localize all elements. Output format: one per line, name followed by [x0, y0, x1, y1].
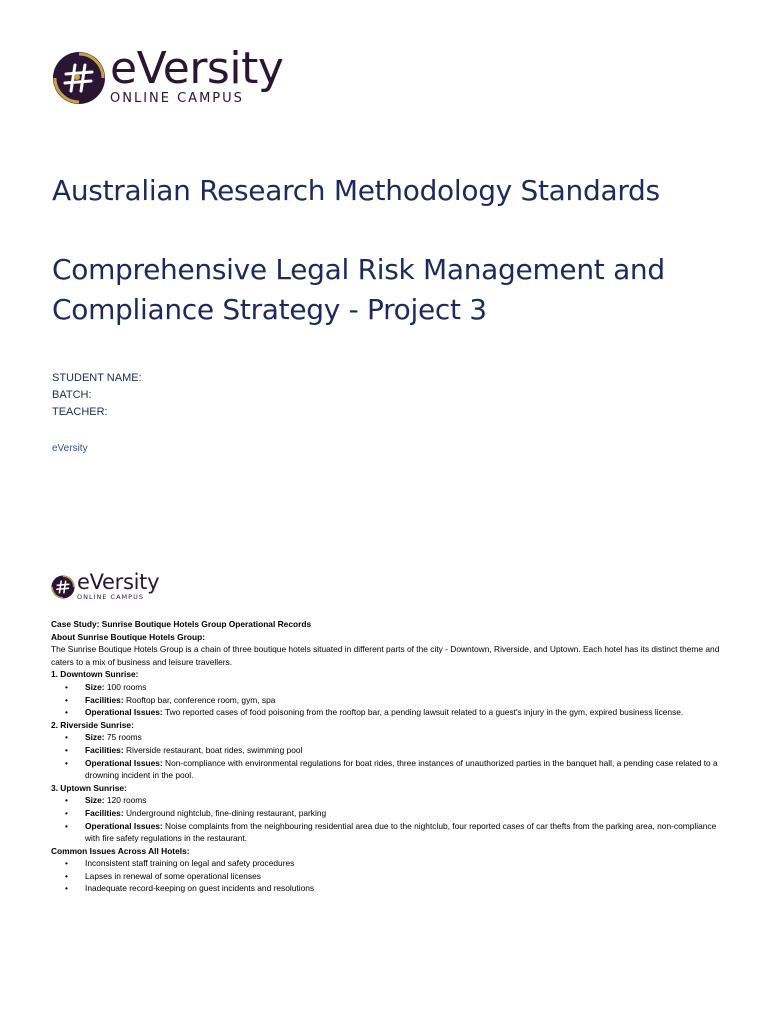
- list-item: • Operational Issues: Two reported cases of food poisoning from the rooftop bar, a pending lawsuit related to a guest's injury in the gym, expired business license.: [65, 707, 684, 718]
- organization-name: eVersity: [52, 443, 88, 454]
- eversity-logo: [52, 43, 284, 106]
- list-item: • Operational Issues: Non-compliance with environmental regulations for boat rides, three instances of unauthorized parties in the banquet hall, a pending case related to a drowning incident in the pool.: [65, 757, 718, 781]
- student-name-label: STUDENT NAME:: [52, 372, 142, 384]
- document-subtitle-line2: Compliance Strategy - Project 3: [52, 293, 487, 326]
- case-study-section: [51, 618, 721, 895]
- common-issues-heading: Common Issues Across All Hotels:: [51, 845, 190, 856]
- hotel-title: 3. Uptown Sunrise:: [51, 782, 127, 793]
- list-item: • Facilities: Rooftop bar, conference room, gym, spa: [65, 694, 276, 705]
- list-item: • Inconsistent staff training on legal and safety procedures: [65, 858, 295, 869]
- hotel-details-list: [51, 731, 721, 781]
- teacher-label: TEACHER:: [52, 406, 108, 418]
- document-subtitle-line1: Comprehensive Legal Risk Management and: [52, 253, 665, 286]
- case-study-heading: Case Study: Sunrise Boutique Hotels Group Operational Records: [51, 619, 312, 629]
- logo-tagline: ONLINE CAMPUS: [110, 91, 244, 106]
- about-heading: About Sunrise Boutique Hotels Group:: [51, 631, 206, 642]
- common-issues-list: [51, 857, 721, 895]
- list-item: • Operational Issues: Noise complaints from the neighbouring residential area due to the nightclub, four reported cases of car thefts from the parking area, non-compliance with fire safety regulations in the restaurant.: [65, 820, 717, 844]
- hotel-details-list: [51, 794, 721, 844]
- about-text: The Sunrise Boutique Hotels Group is a chain of three boutique hotels situated in different parts of the city - Downtown, Riverside, and Uptown. Each hotel has its distinct theme and caters to a mix of business and leisure travellers.: [51, 644, 720, 667]
- list-item: • Size: 100 rooms: [65, 681, 147, 692]
- list-item: • Facilities: Underground nightclub, fine-dining restaurant, parking: [65, 807, 327, 818]
- hotel-details-list: [51, 681, 721, 719]
- logo-name: eVersity: [77, 570, 160, 594]
- eversity-hash-logo-icon: [52, 51, 106, 105]
- list-item: • Size: 120 rooms: [65, 795, 147, 806]
- hotel-title: 2. Riverside Sunrise:: [51, 719, 134, 730]
- eversity-logo-small: [51, 570, 160, 601]
- list-item: • Inadequate record-keeping on guest incidents and resolutions: [65, 883, 315, 894]
- logo-tagline: ONLINE CAMPUS: [77, 593, 144, 601]
- batch-label: BATCH:: [52, 389, 92, 401]
- document-title: Australian Research Methodology Standards: [52, 174, 660, 207]
- list-item: • Size: 75 rooms: [65, 732, 142, 743]
- eversity-hash-logo-icon: [51, 575, 75, 599]
- hotel-title: 1. Downtown Sunrise:: [51, 669, 139, 680]
- list-item: • Lapses in renewal of some operational licenses: [65, 870, 261, 881]
- list-item: • Facilities: Riverside restaurant, boat rides, swimming pool: [65, 744, 303, 755]
- logo-name: eVersity: [110, 43, 284, 94]
